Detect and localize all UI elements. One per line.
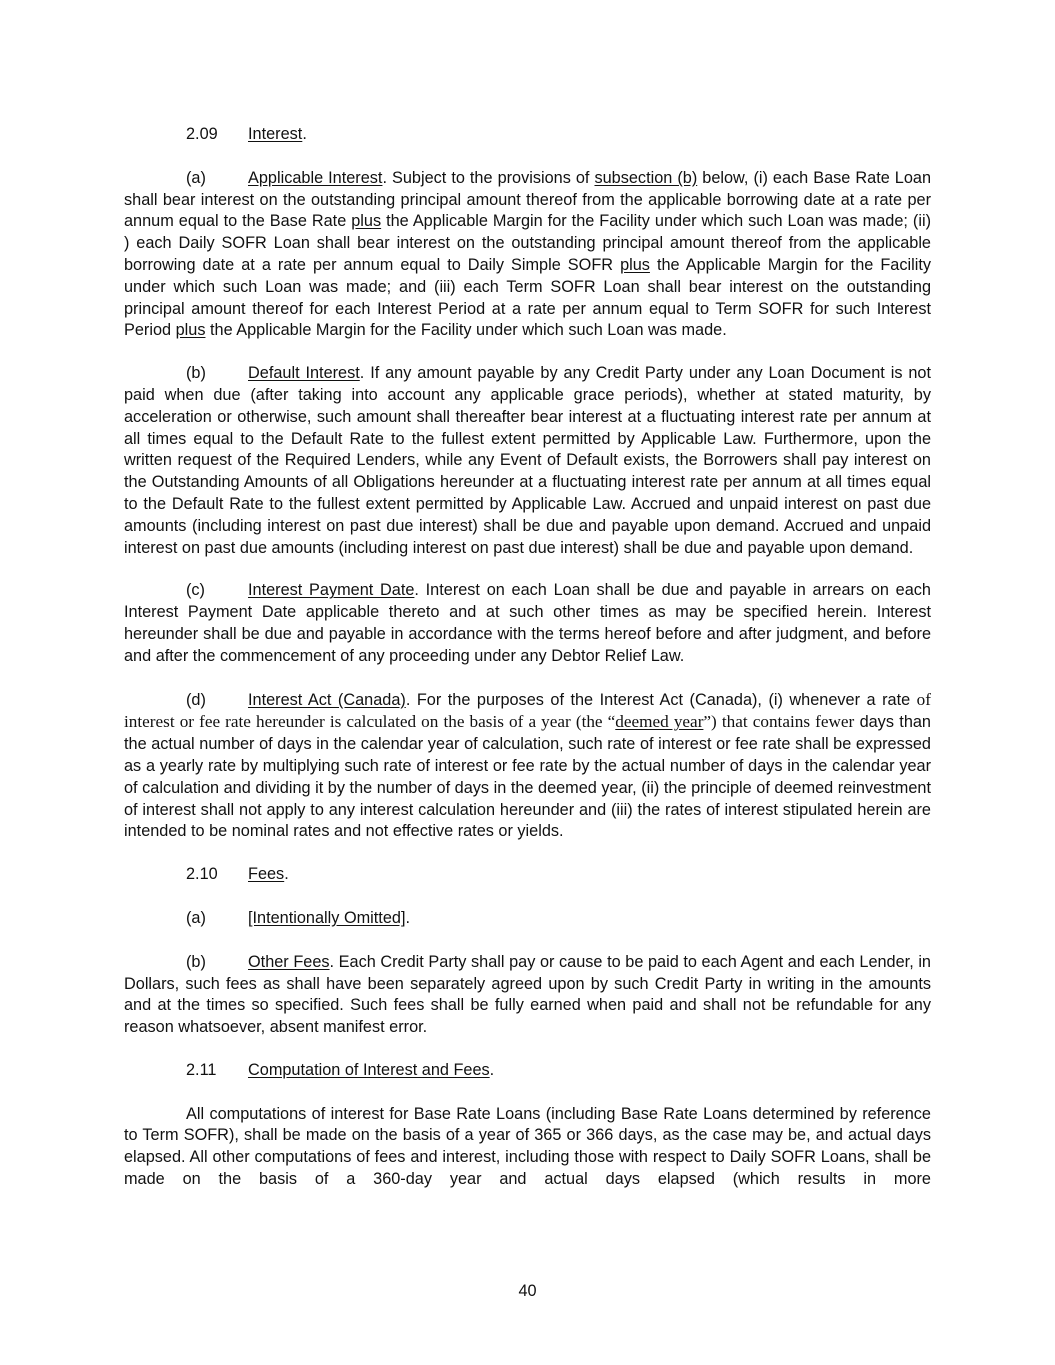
paragraph-text: days than the actual number of days in the calendar year of calculation, such rate of interest or fee rate shall be expressed as a yearly rate by multiplying such rate of interest or fee rate by the actual number of days in the calendar year of calculation and dividing it by the number of days in the deemed year, (ii) the principle of deemed reinvestment of interest shall not apply to any interest calculation hereunder and (iii) the rates of interest stipulated herein are intended to be nominal rates and not effective rates or yields. — [124, 713, 931, 841]
paragraph-text: . Interest on each Loan shall be due and payable in arrears on each Interest Payment Date applicable thereto and at such other times as may be specified herein. Interest hereunder shall be due and payable in accordance with the terms hereof before and after judgment, and before and after the commencement of any proceeding under any Debtor Relief Law. — [124, 581, 931, 665]
paragraph-label: (b) — [186, 364, 206, 383]
paragraph-text: . If any amount payable by any Credit Party under any Loan Document is not paid when due (after taking into account any applicable grace periods), whether at stated maturity, by acceleration or otherwise, such amount shall thereafter bear interest at a fluctuating interest rate per annum at all times equal to the Default Rate to the fullest extent permitted by Applicable Law. Furthermore, upon the written request of the Required Lenders, while any Event of Default exists, the Borrowers shall pay interest on the Outstanding Amounts of all Obligations hereunder at a fluctuating interest rate per annum at all times equal to the Default Rate to the fullest extent permitted by Applicable Law. Accrued and unpaid interest on past due amounts (including interest on past due interest) shall be due and payable upon demand. Accrued and unpaid interest on past due amounts (including interest on past due interest) shall be due and payable upon demand. — [124, 364, 931, 557]
emphasis-plus: plus — [620, 255, 650, 274]
paragraph-title: Other Fees — [248, 952, 330, 971]
paragraph-interest-payment-date — [124, 580, 931, 667]
paragraph-text: below, (i) each Base Rate Loan shall bear interest on the outstanding principal amount thereof from the applicable borrowing date at a rate per annum equal to the Base Rate — [124, 168, 932, 231]
paragraph-title-suffix: . — [405, 908, 410, 927]
paragraph-title: Interest Payment Date — [248, 581, 415, 600]
paragraph-text-serif: of interest or fee rate hereunder is calculated on the basis of a year (the “ — [124, 689, 931, 732]
paragraph-title: Interest Act (Canada) — [248, 690, 406, 709]
paragraph-title: Default Interest — [248, 364, 360, 383]
paragraph-applicable-interest — [124, 168, 931, 342]
paragraph-label: (d) — [186, 690, 206, 709]
paragraph-text-serif: ”) that contains fewer — [703, 712, 855, 732]
section-number: 2.11 — [186, 1060, 217, 1079]
emphasis-plus: plus — [351, 212, 382, 231]
paragraph-computation — [124, 1104, 931, 1191]
paragraph-default-interest — [124, 363, 931, 559]
paragraph-text: the Applicable Margin for the Facility under which such Loan was made. — [205, 321, 727, 340]
paragraph-title: [Intentionally Omitted] — [248, 908, 406, 927]
section-heading-2-10 — [124, 864, 931, 886]
cross-reference: subsection (b) — [594, 168, 698, 187]
section-heading-2-09 — [124, 124, 931, 146]
page-number: 40 — [518, 1282, 537, 1300]
paragraph-text: All computations of interest for Base Rate Loans (including Base Rate Loans determined by reference to Term SOFR), shall be made on the basis of a year of 365 or 366 days, as the case may be, and actual days elapsed. All other computations of fees and interest, including those with respect to Daily SOFR Loans, shall be made on the basis of a 360-day year and actual days elapsed (which results in more — [124, 1104, 931, 1189]
paragraph-text: . Subject to the provisions of — [382, 168, 595, 187]
paragraph-other-fees — [124, 952, 931, 1039]
section-title-suffix: . — [489, 1060, 495, 1079]
paragraph-text: . For the purposes of the Interest Act (Canada), (i) whenever a rate — [405, 690, 917, 709]
paragraph-title: Applicable Interest — [248, 168, 383, 187]
section-title: Computation of Interest and Fees — [248, 1060, 490, 1079]
section-number: 2.09 — [186, 125, 218, 143]
paragraph-text: the Applicable Margin for the Facility under which such Loan was made; (ii) ) each Daily SOFR Loan shall bear interest on the outstanding principal amount thereof from the applicable borrowing date at a rate per annum equal to Daily Simple SOFR — [124, 212, 931, 274]
paragraph-label: (a) — [186, 908, 206, 927]
paragraph-text: the Applicable Margin for the Facility under which such Loan was made; and (iii) each Term SOFR Loan shall bear interest on the outstanding principal amount thereof for each Interest Period at a rate per annum equal to Term SOFR for such Interest Period — [124, 255, 931, 340]
section-number: 2.10 — [186, 865, 218, 884]
paragraph-label: (b) — [186, 952, 206, 971]
section-heading-2-11 — [124, 1060, 931, 1082]
paragraph-label: (a) — [186, 168, 206, 187]
defined-term: deemed year — [615, 712, 704, 732]
section-title: Interest — [248, 125, 303, 143]
section-title-suffix: . — [284, 865, 289, 884]
paragraph-text: . Each Credit Party shall pay or cause to be paid to each Agent and each Lender, in Dollars, such fees as shall have been separately agreed upon by such Credit Party in writing in the amounts and at the times so specified. Such fees shall be fully earned when paid and shall not be refundable for any reason whatsoever, absent manifest error. — [124, 952, 931, 1037]
section-title: Fees — [248, 865, 285, 884]
emphasis-plus: plus — [175, 321, 206, 340]
paragraph-label: (c) — [186, 581, 205, 600]
document-page — [124, 124, 931, 1212]
paragraph-interest-act-canada — [124, 689, 931, 844]
paragraph-intentionally-omitted — [124, 908, 931, 930]
section-title-suffix: . — [302, 125, 307, 143]
